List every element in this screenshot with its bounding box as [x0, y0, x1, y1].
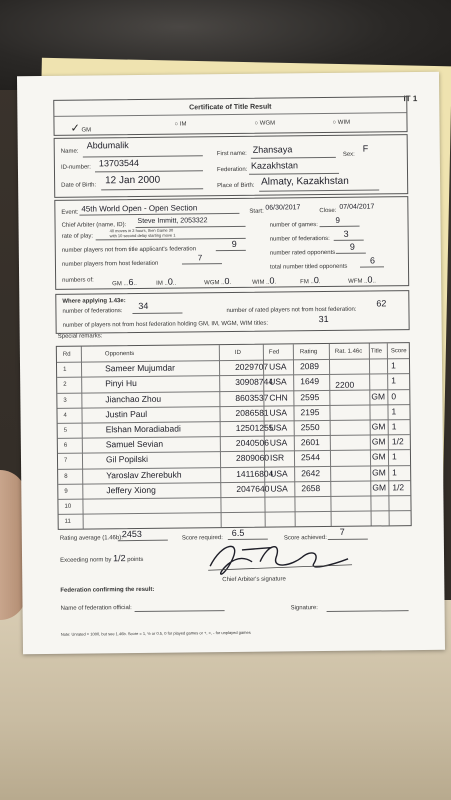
- table-row: [59, 510, 411, 529]
- event-box: [54, 196, 409, 290]
- header-id: ID: [234, 349, 241, 356]
- cell-title: GM: [371, 436, 386, 447]
- cell-rat-146c: 2200: [335, 380, 355, 391]
- rate-line2: with 10 second delay starting move 1: [109, 232, 176, 239]
- score-ach-value: 7: [339, 526, 345, 537]
- cell-id: 2086581: [235, 407, 269, 418]
- cell-title: GM: [372, 466, 386, 478]
- arbiter-signature: [202, 535, 352, 579]
- close-value: 07/04/2017: [339, 203, 375, 211]
- rate-label: rate of play:: [61, 233, 94, 240]
- cell-score: 1: [390, 360, 396, 371]
- header-rd: Rd: [62, 351, 71, 358]
- count-wim: WIM ..0.: [252, 275, 277, 286]
- cell-fed: USA: [268, 361, 287, 372]
- cell-fed: USA: [269, 437, 288, 448]
- event-label: Event:: [61, 209, 79, 216]
- cell-rd: 11: [64, 518, 71, 525]
- federation-value: Kazakhstan: [250, 160, 299, 171]
- arbiter-value: Steve Immitt, 2053322: [137, 217, 208, 225]
- cell-score: 1: [391, 421, 397, 432]
- count-wfm: WFM ..0..: [348, 274, 376, 285]
- cell-id: 2029707: [234, 361, 269, 373]
- id-value: 13703544: [98, 157, 139, 169]
- cell-fed: USA: [269, 376, 287, 387]
- certificate-sheet: [17, 72, 445, 654]
- cell-rd: 10: [64, 503, 72, 510]
- arbiter-signature-label: Chief Arbiter's signature: [222, 576, 286, 584]
- opponents-table: [56, 342, 412, 530]
- federation-official-label: Name of federation official:: [60, 605, 132, 612]
- close-label: Close:: [319, 207, 337, 215]
- cell-rating: 2544: [300, 452, 320, 463]
- games-value: 9: [335, 215, 341, 225]
- cell-rating: 2089: [299, 361, 320, 372]
- cell-score: 1/2: [392, 481, 405, 493]
- cell-title: GM: [371, 421, 386, 432]
- titled-opp-label: total number titled opponents: [269, 263, 348, 271]
- count-fm: FM ..0.: [300, 275, 321, 286]
- arbiter-label: Chief Arbiter (name, ID):: [61, 222, 127, 229]
- rated-not-host-value: 62: [376, 298, 387, 309]
- cell-rating: 2595: [300, 391, 320, 402]
- cell-id: 14116804: [236, 468, 274, 479]
- federation-confirm-label: Federation confirming the result:: [60, 586, 155, 594]
- cell-id: 8603537: [235, 392, 269, 403]
- dob-value: 12 Jan 2000: [105, 174, 161, 187]
- cell-id: 2047640: [236, 483, 270, 494]
- num-feds-value: 34: [138, 300, 149, 311]
- cell-rd: 8: [64, 473, 68, 480]
- cell-score: 1: [392, 466, 397, 477]
- cell-rd: 7: [63, 458, 68, 465]
- cell-rating: 1649: [300, 376, 320, 387]
- title-option-im: ○ IM: [174, 121, 187, 128]
- cell-rating: 2642: [301, 467, 321, 478]
- score-req-label: Score required:: [181, 535, 223, 542]
- not-from-fed-label: number players not from title applicant's federation: [61, 246, 197, 254]
- cell-opponents: Samuel Sevian: [105, 438, 164, 450]
- title-option-wim: ○ WIM: [332, 119, 351, 126]
- rated-not-host-label: number of rated players not from host federation:: [226, 306, 357, 315]
- rated-opp-label: number rated opponents: [269, 249, 336, 257]
- header-title: Title: [370, 348, 383, 355]
- cell-title: GM: [371, 390, 386, 402]
- title-option-wgm: ○ WGM: [254, 120, 276, 127]
- feds-value: 3: [343, 228, 349, 239]
- checkmark-icon: ✓: [70, 122, 80, 135]
- cell-score: 1: [391, 451, 397, 462]
- cell-opponents: Elshan Moradiabadi: [105, 423, 181, 435]
- titled-not-host-value: 31: [318, 313, 329, 325]
- cell-opponents: Yaroslav Zherebukh: [106, 469, 182, 480]
- cell-rd: 5: [63, 427, 68, 434]
- cell-rd: 6: [63, 442, 68, 449]
- cell-fed: ISR: [269, 452, 285, 463]
- footnote: Note: Unrated = 1000, but see 1.46b. Score = 1, ½ or 0.5, 0 for played games or +, =, - for unplayed games: [60, 629, 251, 637]
- federation-label: Federation:: [216, 166, 248, 174]
- rate-line1: 40 moves in 2 hours, then Game 30: [109, 227, 174, 234]
- cell-rating: 2550: [300, 422, 320, 433]
- cell-id: 2040506: [235, 437, 269, 449]
- id-label: ID-number:: [60, 164, 91, 171]
- name-label: Name:: [60, 148, 79, 155]
- name-value: Abdumalik: [86, 140, 129, 151]
- cell-rd: 1: [63, 366, 67, 373]
- games-label: number of games:: [269, 222, 318, 229]
- rated-opp-value: 9: [349, 241, 355, 252]
- special-remarks-label: Special remarks:: [57, 333, 103, 340]
- sex-label: Sex:: [342, 151, 355, 158]
- cell-rating: 2601: [300, 437, 320, 448]
- rating-avg-label: Rating average (1.46b):: [59, 535, 123, 542]
- cell-score: 0: [391, 390, 397, 401]
- cell-rd: 4: [63, 412, 67, 419]
- titled-not-host-label: number of players not from host federation holding GM, IM, WGM, WIM titles:: [62, 320, 269, 329]
- person-box: [54, 134, 409, 198]
- applying-heading: Where applying 1.43e:: [62, 298, 126, 305]
- cell-rating: 2195: [300, 406, 320, 418]
- start-label: Start:: [249, 208, 264, 215]
- cell-opponents: Jianchao Zhou: [105, 393, 162, 404]
- exceeding-norm: Exceeding norm by 1/2 points: [60, 553, 144, 564]
- cell-opponents: Pinyi Hu: [105, 378, 137, 389]
- cell-opponents: Jeffery Xiong: [106, 484, 156, 496]
- feds-label: number of federations:: [269, 235, 330, 243]
- certificate-title: Certificate of Title Result: [189, 103, 272, 112]
- cell-rd: 2: [63, 382, 67, 389]
- form-id: IT 1: [403, 94, 418, 104]
- numbers-of-label: numbers of:: [62, 277, 94, 284]
- cell-score: 1: [391, 375, 396, 386]
- sex-value: F: [362, 143, 369, 154]
- start-value: 06/30/2017: [265, 204, 301, 212]
- cell-fed: CHN: [269, 392, 288, 403]
- header-rating: Rating: [299, 349, 318, 356]
- dob-label: Date of Birth:: [61, 182, 97, 189]
- cell-score: 1: [391, 406, 397, 417]
- cell-title: GM: [371, 451, 386, 462]
- host-fed-label: number players from host federation: [61, 260, 159, 268]
- applying-box: [55, 290, 409, 334]
- title-box: [53, 96, 407, 136]
- cell-fed: USA: [269, 407, 288, 418]
- cell-fed: USA: [269, 422, 288, 433]
- cell-rd: 3: [63, 397, 67, 404]
- cell-score: 1/2: [391, 436, 404, 447]
- score-ach-label: Score achieved:: [283, 535, 327, 542]
- cell-opponents: Sameer Mujumdar: [104, 362, 176, 374]
- rating-avg-value: 2453: [121, 528, 142, 540]
- cell-opponents: Justin Paul: [105, 408, 148, 420]
- cell-fed: USA: [270, 468, 288, 479]
- not-from-fed-value: 9: [231, 238, 237, 249]
- header-score: Score: [390, 348, 407, 355]
- host-fed-value: 7: [197, 253, 203, 263]
- pob-label: Place of Birth:: [217, 182, 255, 190]
- cell-id: 2809060: [235, 452, 270, 464]
- cell-id: 12501255: [235, 422, 274, 433]
- header-fed: Fed: [268, 349, 280, 356]
- cell-rating: 2658: [301, 482, 321, 494]
- count-gm: GM ...6..: [112, 277, 137, 288]
- count-wgm: WGM ..0.: [204, 276, 232, 287]
- event-value: 45th World Open - Open Section: [81, 203, 198, 214]
- header-opponents: Opponents: [104, 351, 135, 358]
- title-option-gm: ✓ GM: [70, 122, 92, 135]
- first-name-label: First name:: [216, 150, 247, 158]
- cell-fed: USA: [270, 483, 288, 494]
- cell-id: 30908744: [235, 376, 274, 388]
- num-feds-label: number of federations:: [62, 308, 123, 315]
- titled-opp-value: 6: [369, 255, 376, 266]
- count-im: IM ..0..: [156, 276, 177, 287]
- cell-opponents: Gil Popilski: [105, 454, 149, 465]
- score-req-value: 6.5: [231, 527, 245, 539]
- first-name-value: Zhansaya: [252, 144, 293, 155]
- cell-title: GM: [372, 482, 387, 493]
- signature-label: Signature:: [290, 605, 318, 612]
- cell-rd: 9: [64, 488, 68, 495]
- header-rat-146c: Rat. 1.46c: [334, 348, 363, 355]
- pob-value: Almaty, Kazakhstan: [261, 175, 349, 188]
